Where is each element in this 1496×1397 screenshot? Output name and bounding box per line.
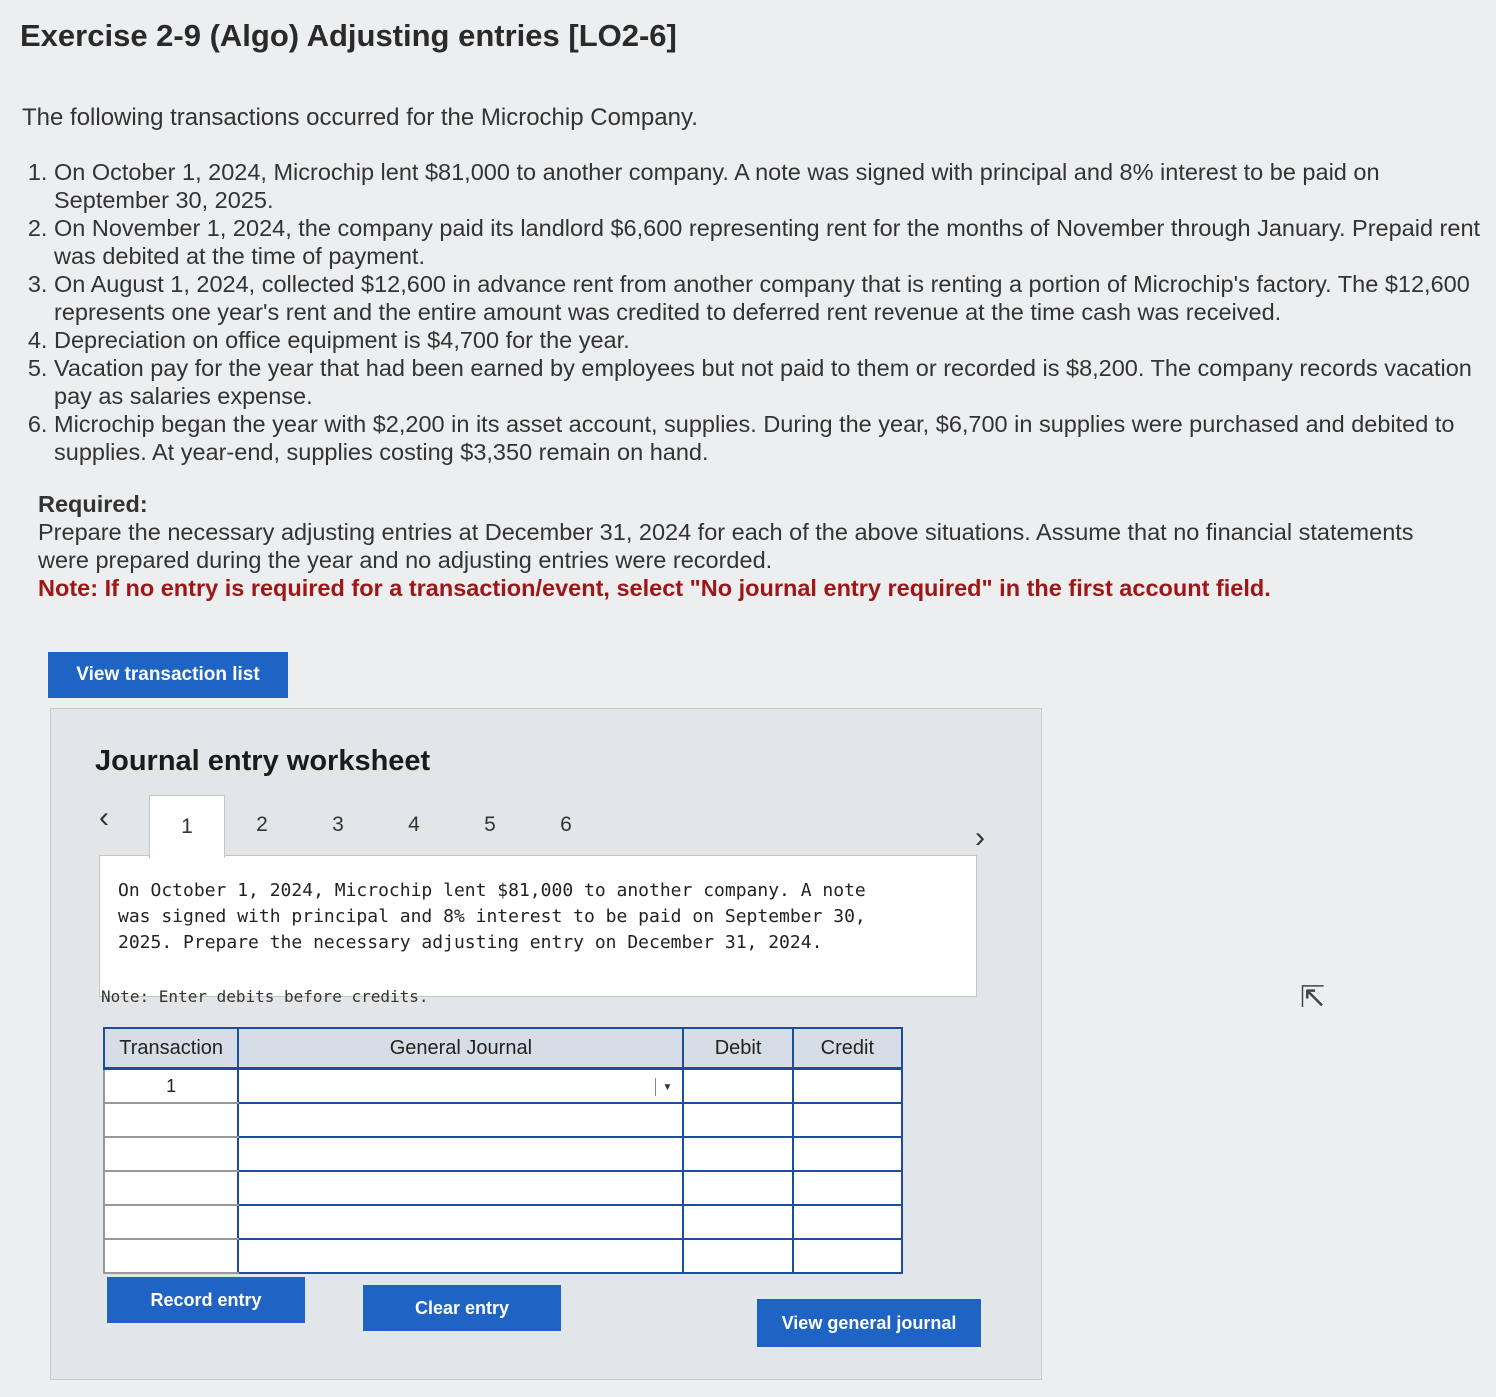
account-select[interactable] [238,1069,683,1104]
tab-4[interactable]: 4 [408,813,420,836]
account-select[interactable] [238,1205,683,1239]
view-general-journal-button[interactable]: View general journal [757,1299,981,1347]
transaction-cell [104,1239,238,1273]
table-row [104,1205,902,1239]
transaction-item: 2. On November 1, 2024, the company paid its landlord $6,600 representing rent for the months of November through January. Prepaid rent was debited at the time of payment. [54,214,1484,270]
table-row [104,1239,902,1273]
tab-6[interactable]: 6 [560,813,572,836]
transaction-item: 5. Vacation pay for the year that had been earned by employees but not paid to them or recorded is $8,200. The company records vacation pay as salaries expense. [54,354,1484,410]
credit-input[interactable] [793,1171,902,1205]
chevron-left-icon[interactable]: ‹ [99,801,109,834]
debit-input[interactable] [683,1171,792,1205]
tab-1[interactable]: 1 [149,795,225,858]
table-row [104,1137,902,1171]
transaction-item: 3. On August 1, 2024, collected $12,600 in advance rent from another company that is renting a portion of Microchip's factory. The $12,600 represents one year's rent and the entire amount was credited to deferred rent revenue at the time cash was received. [54,270,1484,326]
table-row [104,1069,902,1104]
question-text: On October 1, 2024, Microchip lent $81,000 to another company. A note was signed with principal and 8% interest to be paid on September 30, 2025. Prepare the necessary adjusting entry on December 31, 2024. [118,880,866,953]
required-section [38,490,1458,602]
clear-entry-button[interactable]: Clear entry [363,1285,561,1331]
question-box [99,855,977,997]
debit-input[interactable] [683,1239,792,1273]
worksheet-title: Journal entry worksheet [95,745,431,777]
credit-input[interactable] [793,1069,902,1104]
intro-text: The following transactions occurred for the Microchip Company. [22,104,698,131]
debit-input[interactable] [683,1137,792,1171]
account-select[interactable] [238,1239,683,1273]
header-transaction: Transaction [104,1028,238,1069]
tab-3[interactable]: 3 [332,813,344,836]
table-row [104,1103,902,1137]
transaction-list [30,158,1484,466]
debit-input[interactable] [683,1069,792,1104]
tab-2[interactable]: 2 [256,813,268,836]
dropdown-arrow-icon[interactable]: ▼ [655,1078,678,1096]
header-debit: Debit [683,1028,792,1069]
header-credit: Credit [793,1028,902,1069]
account-select[interactable] [238,1171,683,1205]
transaction-item: 4. Depreciation on office equipment is $4,700 for the year. [54,326,1484,354]
view-transaction-list-button[interactable]: View transaction list [48,652,288,698]
credit-input[interactable] [793,1137,902,1171]
note-debits-before-credits: Note: Enter debits before credits. [101,987,429,1006]
transaction-cell: 1 [104,1069,238,1104]
debit-input[interactable] [683,1103,792,1137]
account-select[interactable] [238,1103,683,1137]
credit-input[interactable] [793,1103,902,1137]
header-general-journal: General Journal [238,1028,683,1069]
transaction-cell [104,1103,238,1137]
debit-input[interactable] [683,1205,792,1239]
transaction-cell [104,1137,238,1171]
journal-header-row [104,1028,902,1069]
mouse-cursor-icon: ⇱ [1300,981,1326,1014]
table-row [104,1171,902,1205]
required-text: Prepare the necessary adjusting entries at December 31, 2024 for each of the above situations. Assume that no financial statements were prepared during the year and no adjusting entries were recorded. [38,519,1414,573]
record-entry-button[interactable]: Record entry [107,1277,305,1323]
account-select[interactable] [238,1137,683,1171]
credit-input[interactable] [793,1205,902,1239]
journal-entry-worksheet [50,708,1042,1380]
credit-input[interactable] [793,1239,902,1273]
required-label: Required: [38,491,148,517]
transaction-cell [104,1205,238,1239]
transaction-cell [104,1171,238,1205]
tab-5[interactable]: 5 [484,813,496,836]
journal-table [103,1027,903,1274]
chevron-right-icon[interactable]: › [975,821,985,854]
page-title: Exercise 2-9 (Algo) Adjusting entries [LO2-6] [20,18,677,53]
required-note: Note: If no entry is required for a transaction/event, select "No journal entry required" in the first account field. [38,575,1271,601]
transaction-item: 6. Microchip began the year with $2,200 in its asset account, supplies. During the year, $6,700 in supplies were purchased and debited to supplies. At year-end, supplies costing $3,350 remain on hand. [54,410,1484,466]
transaction-item: 1. On October 1, 2024, Microchip lent $81,000 to another company. A note was signed with principal and 8% interest to be paid on September 30, 2025. [54,158,1484,214]
